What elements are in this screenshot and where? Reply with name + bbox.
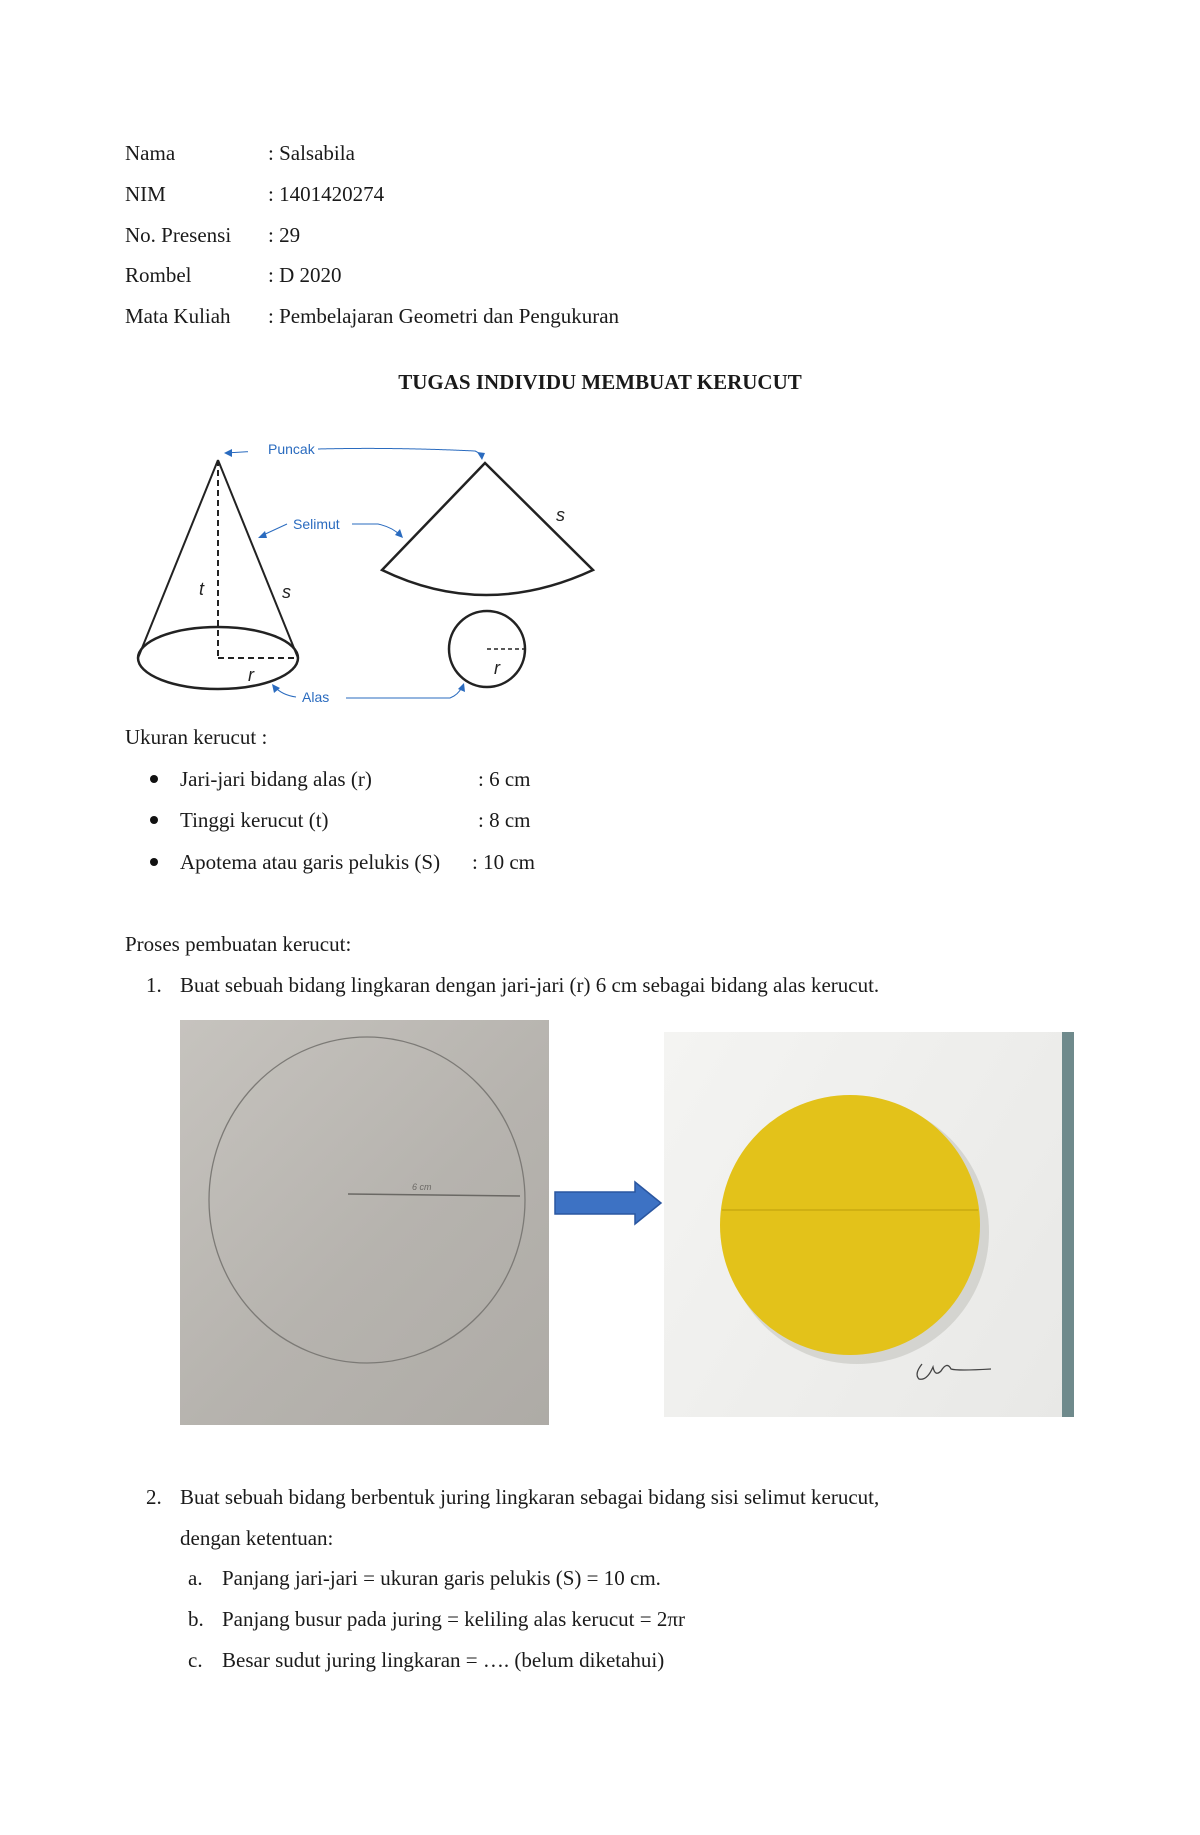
sector-s-label: s bbox=[556, 505, 565, 525]
step2-number: 2. bbox=[146, 1485, 162, 1509]
step2-text-2: dengan ketentuan: bbox=[180, 1526, 334, 1550]
ukuran-item-2-value: : 8 cm bbox=[478, 808, 531, 832]
selimut-arrow-right bbox=[395, 529, 403, 538]
nama-label: Nama bbox=[125, 141, 176, 165]
cone-s-label: s bbox=[282, 582, 291, 602]
presensi-label: No. Presensi bbox=[125, 223, 232, 247]
ukuran-heading: Ukuran kerucut : bbox=[125, 725, 268, 749]
yellow-circle bbox=[720, 1095, 980, 1355]
alas-label: Alas bbox=[302, 689, 330, 705]
cone-r-label: r bbox=[248, 665, 254, 685]
selimut-arrow-left bbox=[258, 531, 267, 538]
selimut-label: Selimut bbox=[293, 516, 340, 532]
step1-number: 1. bbox=[146, 973, 162, 997]
net-r-label: r bbox=[494, 658, 500, 678]
step1-text: Buat sebuah bidang lingkaran dengan jari-jari (r) 6 cm sebagai bidang alas kerucut. bbox=[180, 973, 880, 997]
page-title: TUGAS INDIVIDU MEMBUAT KERUCUT bbox=[398, 370, 802, 394]
right-arrow-shape bbox=[555, 1182, 661, 1224]
photo-edge-strip bbox=[1062, 1032, 1074, 1417]
nim-value: : 1401420274 bbox=[268, 182, 385, 206]
photo-yellow-circle bbox=[664, 1032, 1074, 1417]
rombel-label: Rombel bbox=[125, 263, 192, 287]
puncak-label: Puncak bbox=[268, 441, 315, 457]
presensi-value: : 29 bbox=[268, 223, 301, 247]
alas-arrow-right bbox=[458, 683, 465, 692]
bullet-1 bbox=[150, 775, 158, 783]
cone-t-label: t bbox=[199, 579, 205, 599]
puncak-arrow-left bbox=[224, 449, 232, 457]
matakuliah-label: Mata Kuliah bbox=[125, 304, 231, 328]
proses-heading: Proses pembuatan kerucut: bbox=[125, 932, 352, 956]
ukuran-item-3-label: Apotema atau garis pelukis (S) bbox=[180, 850, 441, 874]
cone-diagram bbox=[120, 425, 620, 715]
pencil-circle-drawing bbox=[180, 1020, 549, 1425]
sector-shape bbox=[382, 463, 593, 595]
nama-value: : Salsabila bbox=[268, 141, 355, 165]
bullet-2 bbox=[150, 816, 158, 824]
sub-a-text: Panjang jari-jari = ukuran garis pelukis (S) = 10 cm. bbox=[222, 1566, 661, 1590]
sub-c-text: Besar sudut juring lingkaran = …. (belum diketahui) bbox=[222, 1648, 665, 1672]
ukuran-item-3-value: : 10 cm bbox=[472, 850, 535, 874]
sub-c-letter: c. bbox=[188, 1648, 203, 1672]
alas-arrow-left bbox=[272, 684, 280, 693]
puncak-arrow-right bbox=[477, 452, 485, 460]
signature bbox=[917, 1364, 991, 1379]
yellow-circle-drawing bbox=[664, 1032, 1074, 1417]
ukuran-item-2-label: Tinggi kerucut (t) bbox=[180, 808, 329, 832]
pencil-circle bbox=[209, 1037, 525, 1363]
sub-b-letter: b. bbox=[188, 1607, 204, 1631]
nim-label: NIM bbox=[125, 182, 166, 206]
ukuran-item-1-value: : 6 cm bbox=[478, 767, 531, 791]
rombel-value: : D 2020 bbox=[268, 263, 342, 287]
matakuliah-value: : Pembelajaran Geometri dan Pengukuran bbox=[268, 304, 620, 328]
ukuran-item-1-label: Jari-jari bidang alas (r) bbox=[180, 767, 372, 791]
selimut-connector-right bbox=[352, 524, 400, 535]
pencil-radius-line bbox=[348, 1194, 520, 1196]
step2-text: Buat sebuah bidang berbentuk juring lingkaran sebagai bidang sisi selimut kerucut, bbox=[180, 1485, 880, 1509]
sub-b-text: Panjang busur pada juring = keliling alas kerucut = 2πr bbox=[222, 1607, 685, 1631]
right-arrow bbox=[553, 1180, 665, 1226]
pencil-radius-label: 6 cm bbox=[412, 1182, 432, 1192]
bullet-3 bbox=[150, 858, 158, 866]
sub-a-letter: a. bbox=[188, 1566, 203, 1590]
photo-pencil-circle bbox=[180, 1020, 549, 1425]
alas-connector-right bbox=[346, 687, 462, 698]
